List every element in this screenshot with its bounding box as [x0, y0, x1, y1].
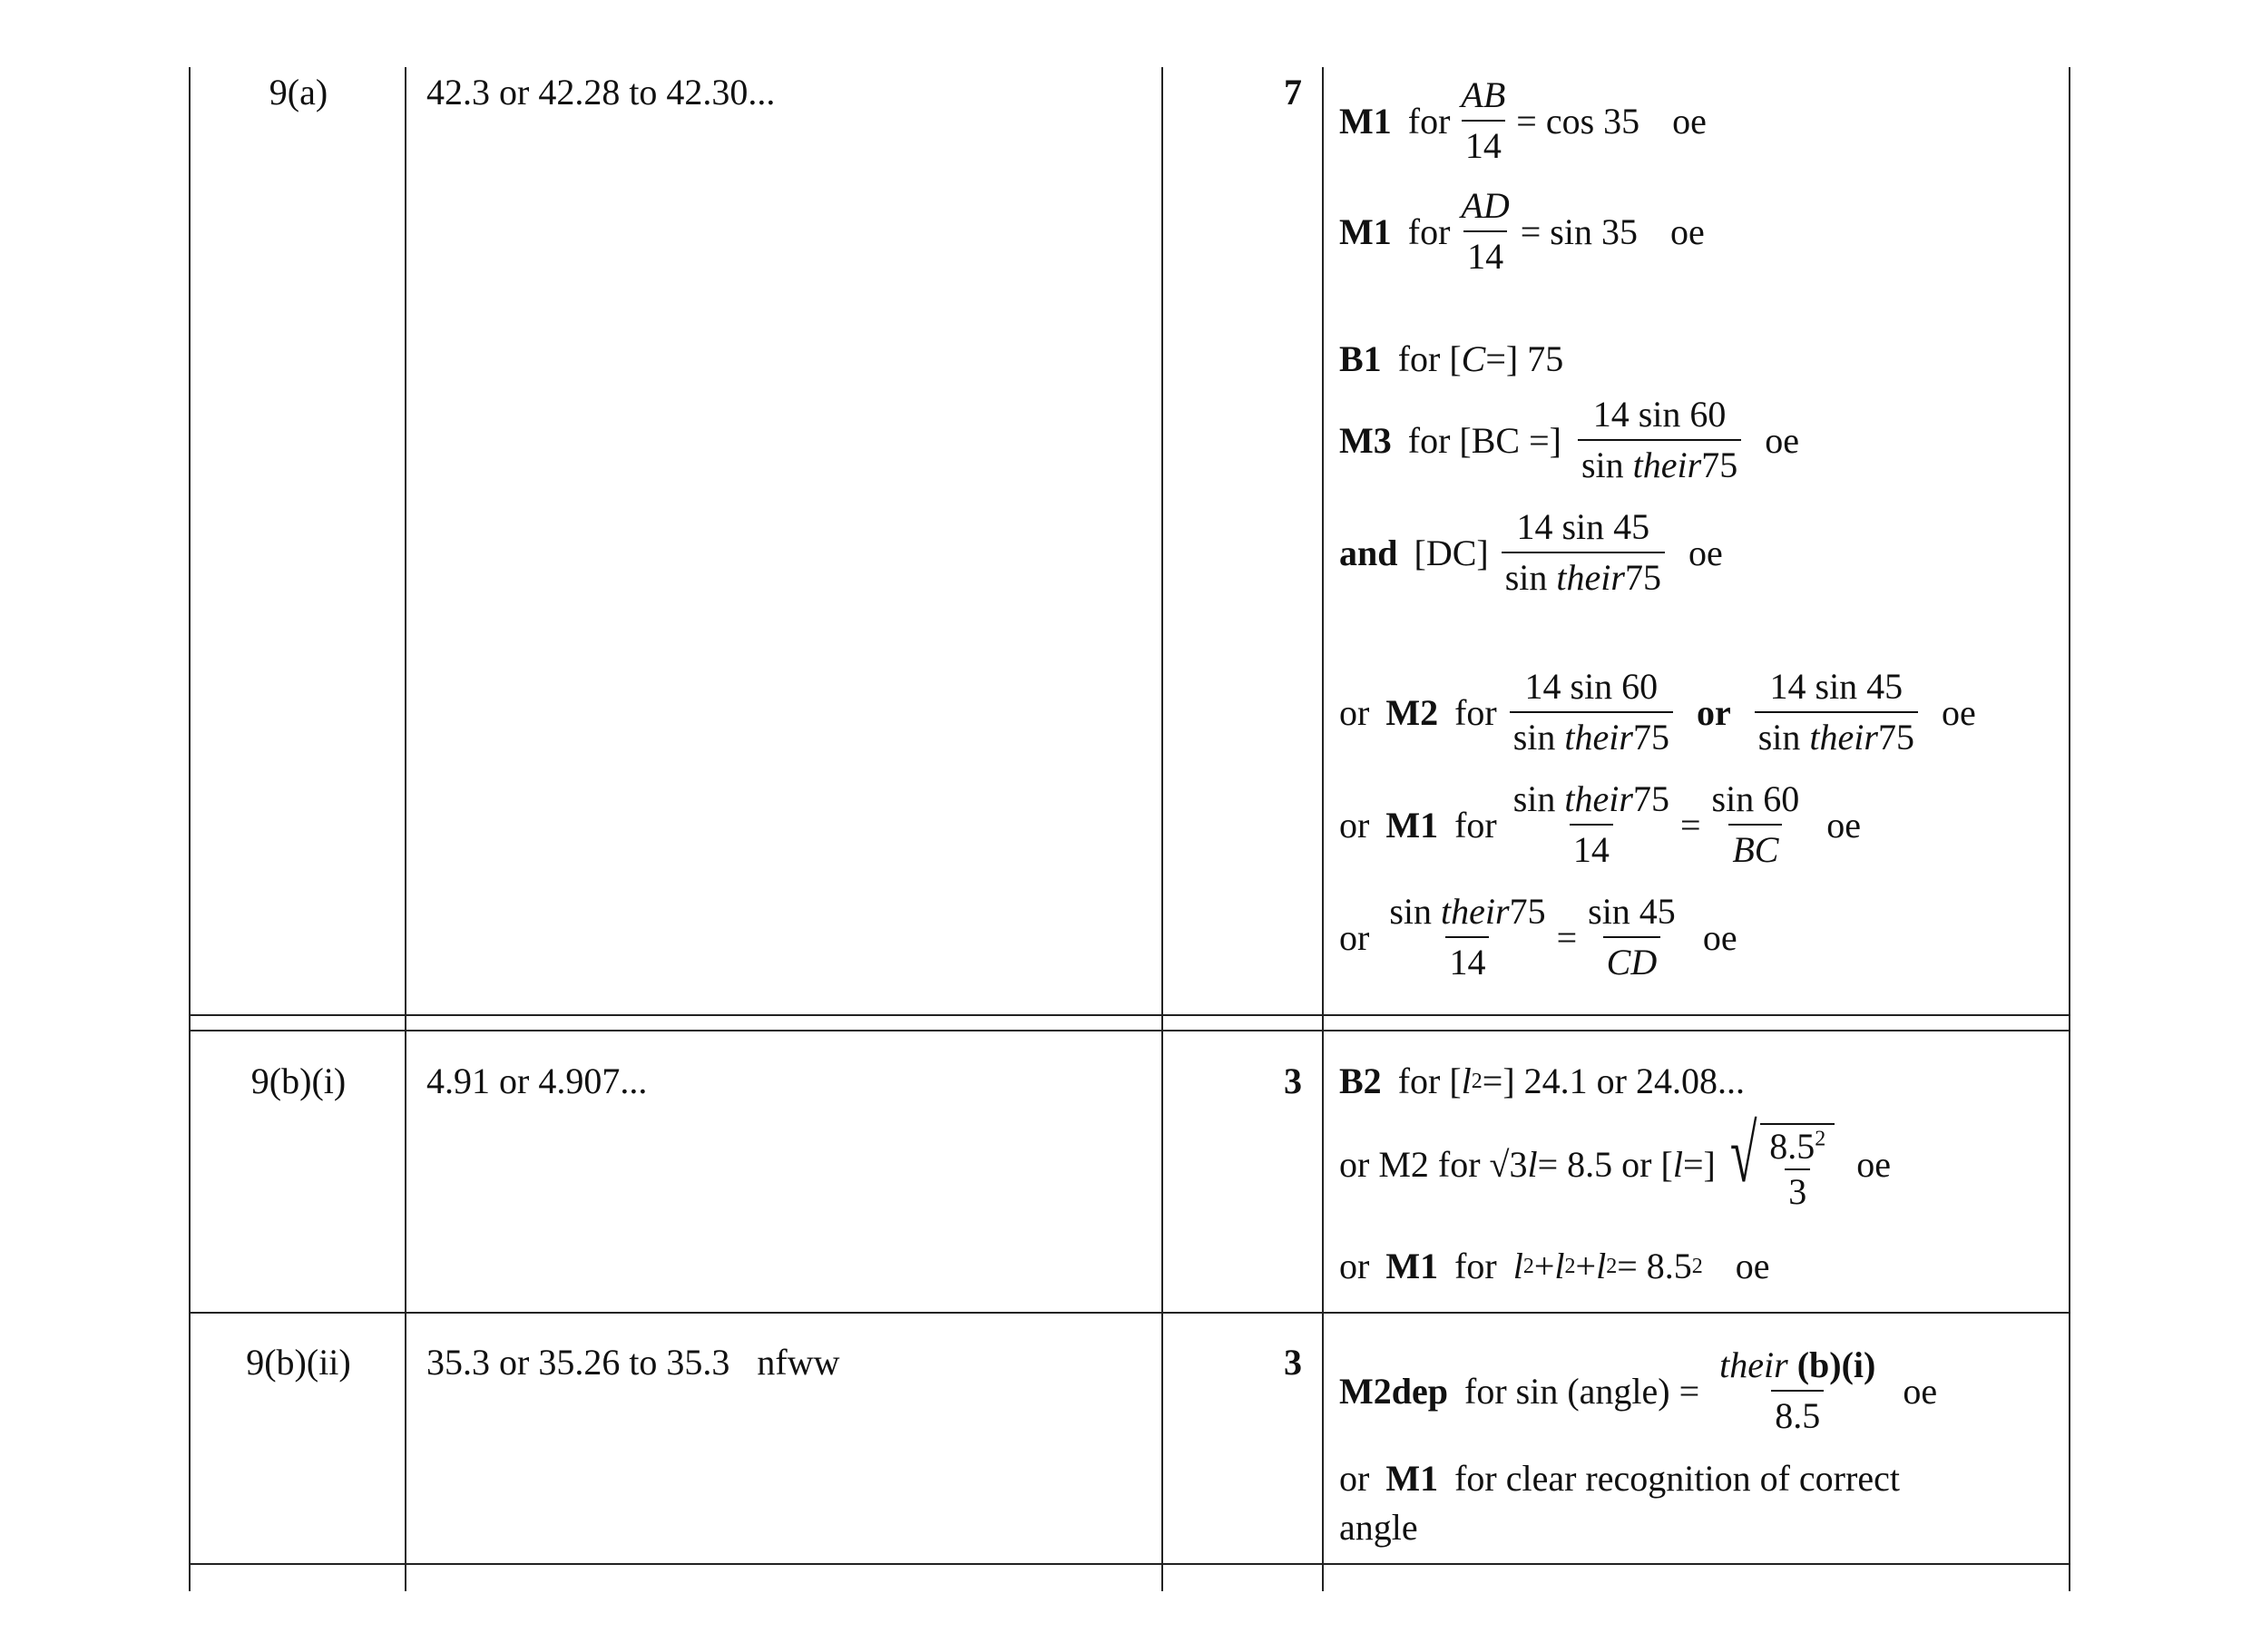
fraction: [1716, 1341, 1879, 1441]
fraction: [1457, 71, 1509, 171]
guidance-text: = 8.5: [1617, 1246, 1692, 1286]
plus-sign: +: [1533, 1246, 1555, 1286]
row-divider-double-top: [189, 1014, 2069, 1016]
denominator: 14: [1463, 230, 1507, 281]
guidance-text: or M2 for √3: [1339, 1143, 1528, 1185]
fraction: [1385, 887, 1549, 987]
guidance-text: [DC]: [1414, 532, 1489, 573]
denominator: sin their75: [1578, 439, 1741, 490]
guidance-line: or M1 for l 2 + l 2 + l 2 = 8.5 2 oe: [1339, 1246, 1770, 1286]
numerator: AD: [1461, 185, 1510, 226]
guidance-text: =] 24.1 or 24.08...: [1482, 1061, 1745, 1101]
mark-code: M1: [1339, 210, 1392, 252]
variable: l: [1527, 1143, 1538, 1185]
guidance-line: [1339, 887, 1737, 987]
square-root: √ $\frac{8.5^2}{3}$: [1721, 1114, 1835, 1214]
guidance-text: = 8.5 or [: [1537, 1143, 1673, 1185]
oe-label: oe: [1735, 1246, 1770, 1286]
row-divider: [189, 1563, 2069, 1565]
answer: 4.91 or 4.907...: [426, 1061, 648, 1101]
oe-label: oe: [1688, 532, 1723, 573]
denominator: 14: [1570, 824, 1613, 875]
denominator: sin their75: [1510, 711, 1673, 762]
answer: 42.3 or 42.28 to 42.30...: [426, 72, 776, 112]
numerator: AB: [1461, 74, 1506, 115]
guidance-line: [1339, 1341, 1937, 1441]
denominator: sin their75: [1502, 552, 1665, 602]
guidance-text: for: [1407, 210, 1451, 252]
numerator: their (b)(i): [1719, 1344, 1876, 1385]
guidance-text: for clear recognition of correct: [1454, 1458, 1900, 1499]
guidance-text: or: [1339, 1458, 1370, 1499]
fraction: [1457, 181, 1512, 281]
numerator: 14 sin 60: [1524, 666, 1659, 707]
fraction: [1510, 775, 1673, 875]
numerator: 14 sin 45: [1516, 506, 1650, 547]
mark-code: M2: [1385, 691, 1439, 733]
and-label: and: [1339, 532, 1398, 573]
fraction: [1708, 775, 1804, 875]
fraction: [1502, 503, 1665, 602]
fraction: [1510, 662, 1673, 762]
row-divider-double-bottom: [189, 1030, 2069, 1031]
or-label: or: [1696, 691, 1731, 733]
mark-code: M2dep: [1339, 1370, 1448, 1412]
guidance-line: [1339, 503, 1723, 602]
marks: 7: [1284, 72, 1302, 112]
denominator: 8.5: [1771, 1390, 1824, 1441]
denominator: BC: [1728, 824, 1782, 875]
row-divider: [189, 1312, 2069, 1314]
guidance-line: [1339, 181, 1705, 281]
guidance-line: [1339, 775, 1861, 875]
mark-code: M1: [1339, 100, 1392, 142]
oe-label: oe: [1826, 804, 1861, 846]
guidance-line: [1339, 1506, 1418, 1549]
guidance-text: for sin (angle) =: [1464, 1370, 1700, 1412]
guidance-text: for: [1407, 100, 1451, 142]
marks: 3: [1284, 1061, 1302, 1101]
mark-code: B1: [1339, 338, 1382, 379]
oe-label: oe: [1672, 100, 1707, 142]
mark-code: M1: [1385, 1458, 1439, 1499]
table-divider-marks: [1322, 67, 1324, 1591]
oe-label: oe: [1941, 691, 1976, 733]
guidance-line: [1339, 390, 1799, 490]
answer: 35.3 or 35.26 to 35.3 nfww: [426, 1342, 840, 1383]
guidance-line: [1339, 1457, 1900, 1500]
guidance-text: =] 75: [1485, 338, 1564, 379]
fraction: [1755, 662, 1918, 762]
mark-code: M1: [1385, 804, 1439, 846]
guidance-text: or: [1339, 916, 1370, 958]
table-border-right: [2069, 67, 2070, 1591]
guidance-text: for: [1454, 1246, 1497, 1286]
question-number: 9(b)(ii): [246, 1342, 351, 1383]
fraction: [1584, 887, 1679, 987]
guidance-text: for [: [1397, 1061, 1462, 1101]
question-number: 9(a): [269, 72, 328, 112]
numerator: sin their75: [1389, 891, 1546, 932]
guidance-text: for: [1454, 691, 1497, 733]
denominator: 14: [1445, 936, 1489, 987]
guidance-text: = cos 35: [1516, 100, 1640, 142]
denominator: 14: [1462, 120, 1505, 171]
question-number: 9(b)(i): [250, 1061, 347, 1101]
plus-sign: +: [1575, 1246, 1597, 1286]
denominator: sin their75: [1755, 711, 1918, 762]
mark-code: M1: [1385, 1246, 1439, 1286]
oe-label: oe: [1702, 916, 1737, 958]
guidance-text: for: [1454, 804, 1497, 846]
guidance-line: [1339, 1109, 1891, 1214]
numerator: 14 sin 45: [1769, 666, 1904, 707]
variable: l: [1461, 1061, 1472, 1101]
guidance-line: [1339, 337, 1563, 380]
guidance-text: =]: [1682, 1143, 1716, 1185]
numerator: 14 sin 60: [1592, 394, 1727, 435]
denominator: CD: [1603, 936, 1661, 987]
guidance-line: [1339, 662, 1976, 762]
oe-label: oe: [1669, 210, 1705, 252]
numerator: sin 45: [1588, 891, 1676, 932]
guidance-text: for [BC =]: [1407, 419, 1561, 461]
variable: l: [1554, 1246, 1565, 1286]
marks: 3: [1284, 1342, 1302, 1383]
equals-sign: =: [1679, 804, 1701, 846]
variable: C: [1461, 338, 1486, 379]
guidance-text: for [: [1397, 338, 1462, 379]
guidance-line: [1339, 71, 1707, 171]
numerator: sin their75: [1512, 778, 1669, 819]
guidance-line: B2 for [ l 2 =] 24.1 or 24.08...: [1339, 1061, 1745, 1101]
mark-code: M3: [1339, 419, 1392, 461]
variable: l: [1596, 1246, 1607, 1286]
fraction: [1578, 390, 1741, 490]
guidance-text: or: [1339, 1246, 1370, 1286]
variable: l: [1672, 1143, 1683, 1185]
guidance-text: or: [1339, 804, 1370, 846]
guidance-text: = sin 35: [1520, 210, 1638, 252]
oe-label: oe: [1856, 1143, 1891, 1185]
guidance-text: angle: [1339, 1507, 1418, 1548]
mark-code: B2: [1339, 1061, 1382, 1101]
oe-label: oe: [1903, 1370, 1938, 1412]
equals-sign: =: [1556, 916, 1578, 958]
numerator: sin 60: [1711, 778, 1800, 819]
oe-label: oe: [1765, 419, 1799, 461]
guidance-text: or: [1339, 691, 1370, 733]
variable: l: [1512, 1246, 1523, 1286]
